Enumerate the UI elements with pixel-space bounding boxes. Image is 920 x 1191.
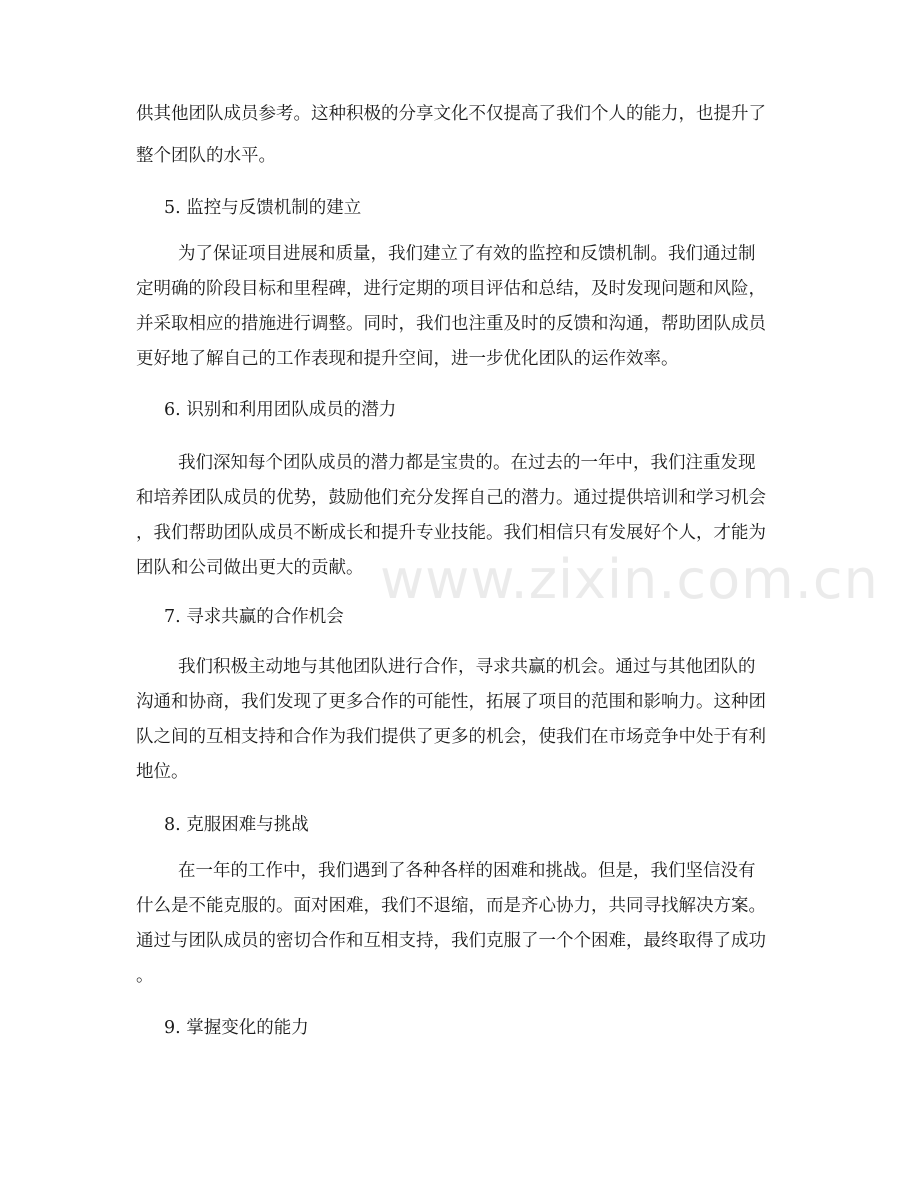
paragraph-line: 更好地了解自己的工作表现和提升空间，进一步优化团队的运作效率。 [136,349,679,369]
paragraph-line: 定明确的阶段目标和里程碑，进行定期的项目评估和总结，及时发现问题和风险， [136,279,766,299]
paragraph-line: 我们积极主动地与其他团队进行合作，寻求共赢的机会。通过与其他团队的 [178,657,756,677]
paragraph-line: 队之间的互相支持和合作为我们提供了更多的机会，使我们在市场竞争中处于有利 [136,727,766,747]
section-heading-8: 8. 克服困难与挑战 [164,815,309,835]
watermark: www.zixin.com.cn [380,548,879,611]
paragraph-line: 并采取相应的措施进行调整。同时，我们也注重及时的反馈和沟通，帮助团队成员 [136,314,766,334]
paragraph-line: 什么是不能克服的。面对困难，我们不退缩，而是齐心协力，共同寻找解决方案。 [136,896,766,916]
paragraph-line: ，我们帮助团队成员不断成长和提升专业技能。我们相信只有发展好个人，才能为 [136,523,766,543]
paragraph-line: 我们深知每个团队成员的潜力都是宝贵的。在过去的一年中，我们注重发现 [178,453,756,473]
paragraph-line: 通过与团队成员的密切合作和互相支持，我们克服了一个个困难，最终取得了成功 [136,931,766,951]
section-heading-5: 5. 监控与反馈机制的建立 [164,198,362,218]
paragraph-line: 团队和公司做出更大的贡献。 [136,558,364,578]
paragraph-line: 在一年的工作中，我们遇到了各种各样的困难和挑战。但是，我们坚信没有 [178,861,756,881]
section-heading-9: 9. 掌握变化的能力 [164,1018,309,1038]
section-heading-7: 7. 寻求共赢的合作机会 [164,607,344,627]
paragraph-line: 整个团队的水平。 [136,146,276,166]
paragraph-line: 供其他团队成员参考。这种积极的分享文化不仅提高了我们个人的能力，也提升了 [136,104,766,124]
section-heading-6: 6. 识别和利用团队成员的潜力 [164,400,397,420]
paragraph-line: 。 [136,966,154,986]
paragraph-line: 地位。 [136,762,189,782]
paragraph-line: 为了保证项目进展和质量，我们建立了有效的监控和反馈机制。我们通过制 [178,244,756,264]
paragraph-line: 沟通和协商，我们发现了更多合作的可能性，拓展了项目的范围和影响力。这种团 [136,692,766,712]
paragraph-line: 和培养团队成员的优势，鼓励他们充分发挥自己的潜力。通过提供培训和学习机会 [136,488,766,508]
